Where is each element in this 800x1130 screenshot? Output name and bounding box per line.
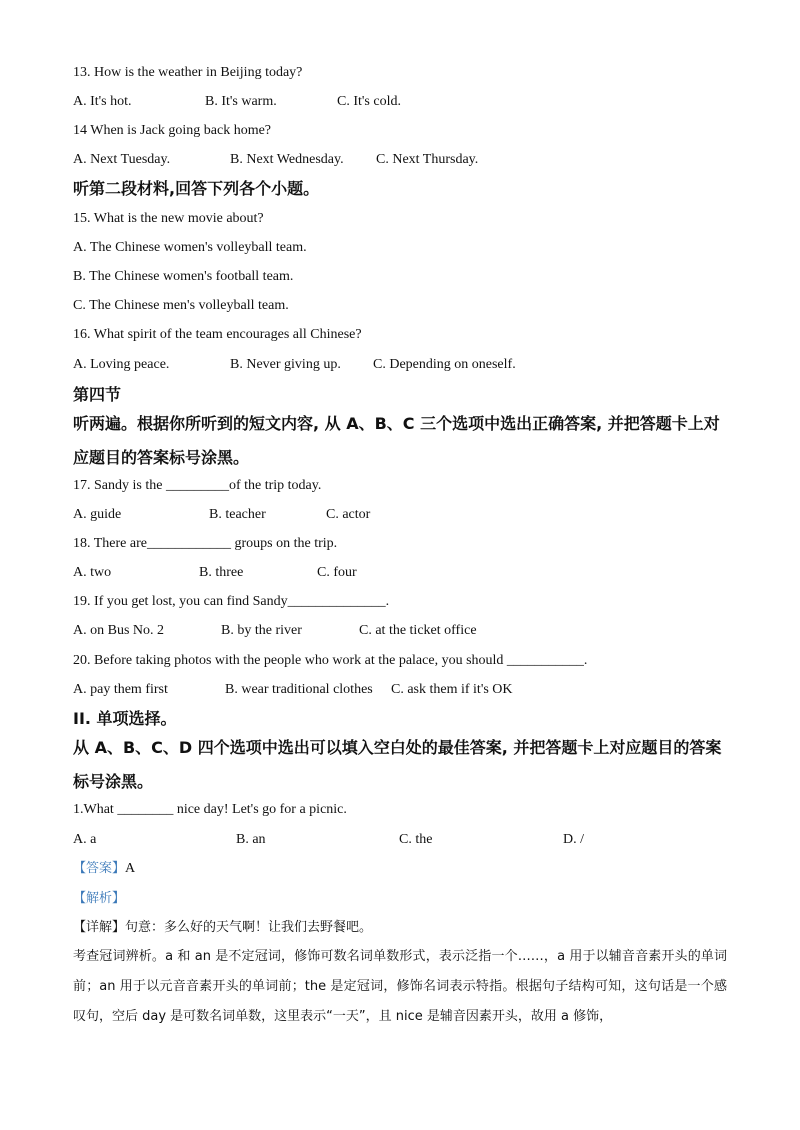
question-15-option-b: B. The Chinese women's football team. bbox=[73, 269, 294, 284]
option-a: A. on Bus No. 2 bbox=[73, 623, 165, 638]
question-19-stem: 19. If you get lost, you can find Sandy______________. bbox=[73, 594, 390, 609]
option-b: B. by the river bbox=[221, 623, 302, 638]
part-title: 第四节 bbox=[73, 385, 122, 404]
question-15-option-a: A. The Chinese women's volleyball team. bbox=[73, 240, 307, 255]
option-c: C. four bbox=[317, 565, 357, 580]
option-c: C. at the ticket office bbox=[359, 623, 477, 638]
section-instructions: 从 A、B、C、D 四个选项中选出可以填入空白处的最佳答案, 并把答题卡上对应题目的答案标号涂黑。 bbox=[73, 738, 722, 791]
option-a: A. guide bbox=[73, 507, 122, 522]
option-c: C. actor bbox=[326, 507, 371, 522]
answer-value: A bbox=[125, 861, 136, 876]
question-18-stem: 18. There are____________ groups on the trip. bbox=[73, 536, 338, 551]
section-title: II. 单项选择。 bbox=[73, 709, 177, 728]
single-choice-1-stem: 1.What ________ nice day! Let's go for a picnic. bbox=[73, 802, 347, 817]
detail-line bbox=[73, 919, 372, 937]
option-c: C. Next Thursday. bbox=[376, 152, 479, 167]
option-b: B. teacher bbox=[209, 507, 266, 522]
option-b: B. wear traditional clothes bbox=[225, 682, 373, 697]
question-15-option-c: C. The Chinese men's volleyball team. bbox=[73, 298, 289, 313]
option-a: A. a bbox=[73, 832, 97, 847]
answer-line bbox=[73, 860, 135, 878]
option-a: A. Next Tuesday. bbox=[73, 152, 171, 167]
question-13-stem: 13. How is the weather in Beijing today? bbox=[73, 65, 303, 80]
option-b: B. It's warm. bbox=[205, 94, 277, 109]
option-a: A. pay them first bbox=[73, 682, 168, 697]
answer-label: 【答案】 bbox=[73, 861, 126, 876]
question-17-stem: 17. Sandy is the _________of the trip today. bbox=[73, 478, 322, 493]
option-b: B. an bbox=[236, 832, 266, 847]
explanation-paragraph: 考查冠词辨析。a 和 an 是不定冠词，修饰可数名词单数形式，表示泛指一个……，a 用于以辅音音素开头的单词前；an 用于以元音音素开头的单词前；the 是定冠词，修饰名词表示特指。根据句子结构可知，这句话是一个感叹句，空后 day 是可数名词单数，这里表示“一天”，且 nice 是辅音因素开头，故用 a 修饰， bbox=[73, 949, 727, 1024]
option-b: B. Next Wednesday. bbox=[230, 152, 344, 167]
question-20-stem: 20. Before taking photos with the people who work at the palace, you should ___________. bbox=[73, 653, 588, 668]
option-a: A. Loving peace. bbox=[73, 357, 170, 372]
analysis-label: 【解析】 bbox=[73, 891, 126, 906]
option-c: C. It's cold. bbox=[337, 94, 401, 109]
option-c: C. the bbox=[399, 832, 433, 847]
option-b: B. three bbox=[199, 565, 244, 580]
question-14-stem: 14 When is Jack going back home? bbox=[73, 123, 272, 138]
question-15-stem: 15. What is the new movie about? bbox=[73, 211, 264, 226]
part-instructions: 听两遍。根据你所听到的短文内容, 从 A、B、C 三个选项中选出正确答案, 并把答题卡上对应题目的答案标号涂黑。 bbox=[73, 414, 720, 467]
option-d: D. / bbox=[563, 832, 584, 847]
analysis-line bbox=[73, 890, 125, 908]
question-16-stem: 16. What spirit of the team encourages all Chinese? bbox=[73, 327, 362, 342]
option-a: A. It's hot. bbox=[73, 94, 132, 109]
section-heading: 听第二段材料,回答下列各个小题。 bbox=[73, 179, 320, 198]
option-a: A. two bbox=[73, 565, 112, 580]
detail-label: 【详解】 bbox=[73, 920, 126, 935]
option-c: C. Depending on oneself. bbox=[373, 357, 516, 372]
detail-text: 句意：多么好的天气啊！让我们去野餐吧。 bbox=[125, 920, 373, 935]
option-c: C. ask them if it's OK bbox=[391, 682, 513, 697]
option-b: B. Never giving up. bbox=[230, 357, 341, 372]
